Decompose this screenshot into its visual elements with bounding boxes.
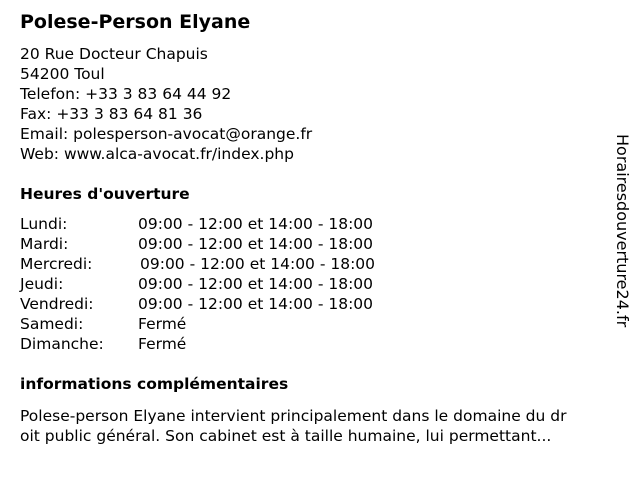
hours-day: Vendredi: <box>20 295 94 313</box>
hours-day: Lundi: <box>20 215 68 233</box>
hours-time: Fermé <box>138 315 187 333</box>
hours-day: Mardi: <box>20 235 69 253</box>
hours-time: Fermé <box>138 335 187 353</box>
fax-line: Fax: +33 3 83 64 81 36 <box>20 105 203 123</box>
hours-time: 09:00 - 12:00 et 14:00 - 18:00 <box>138 215 374 233</box>
business-name: Polese-Person Elyane <box>20 11 251 33</box>
address-street: 20 Rue Docteur Chapuis <box>20 45 208 63</box>
hours-time: 09:00 - 12:00 et 14:00 - 18:00 <box>138 235 374 253</box>
hours-day: Dimanche: <box>20 335 104 353</box>
phone-line: Telefon: +33 3 83 64 44 92 <box>20 85 232 103</box>
hours-day: Mercredi: <box>20 255 93 273</box>
additional-info-heading: informations complémentaires <box>20 375 289 393</box>
hours-day: Samedi: <box>20 315 84 333</box>
site-brand-watermark: Horairesdouverture24.fr <box>613 134 632 328</box>
opening-hours-heading: Heures d'ouverture <box>20 185 190 203</box>
hours-time: 09:00 - 12:00 et 14:00 - 18:00 <box>138 275 374 293</box>
hours-time: 09:00 - 12:00 et 14:00 - 18:00 <box>138 295 374 313</box>
contact-block <box>20 44 312 164</box>
additional-info-line: Polese-person Elyane intervient principalement dans le domaine du dr <box>20 407 567 425</box>
email-line: Email: polesperson-avocat@orange.fr <box>20 125 313 143</box>
hours-day: Jeudi: <box>20 275 64 293</box>
hours-time: 09:00 - 12:00 et 14:00 - 18:00 <box>140 255 376 273</box>
web-line: Web: www.alca-avocat.fr/index.php <box>20 145 294 163</box>
additional-info-text <box>20 406 630 446</box>
additional-info-line: oit public général. Son cabinet est à taille humaine, lui permettant... <box>20 427 552 445</box>
address-city: 54200 Toul <box>20 65 105 83</box>
